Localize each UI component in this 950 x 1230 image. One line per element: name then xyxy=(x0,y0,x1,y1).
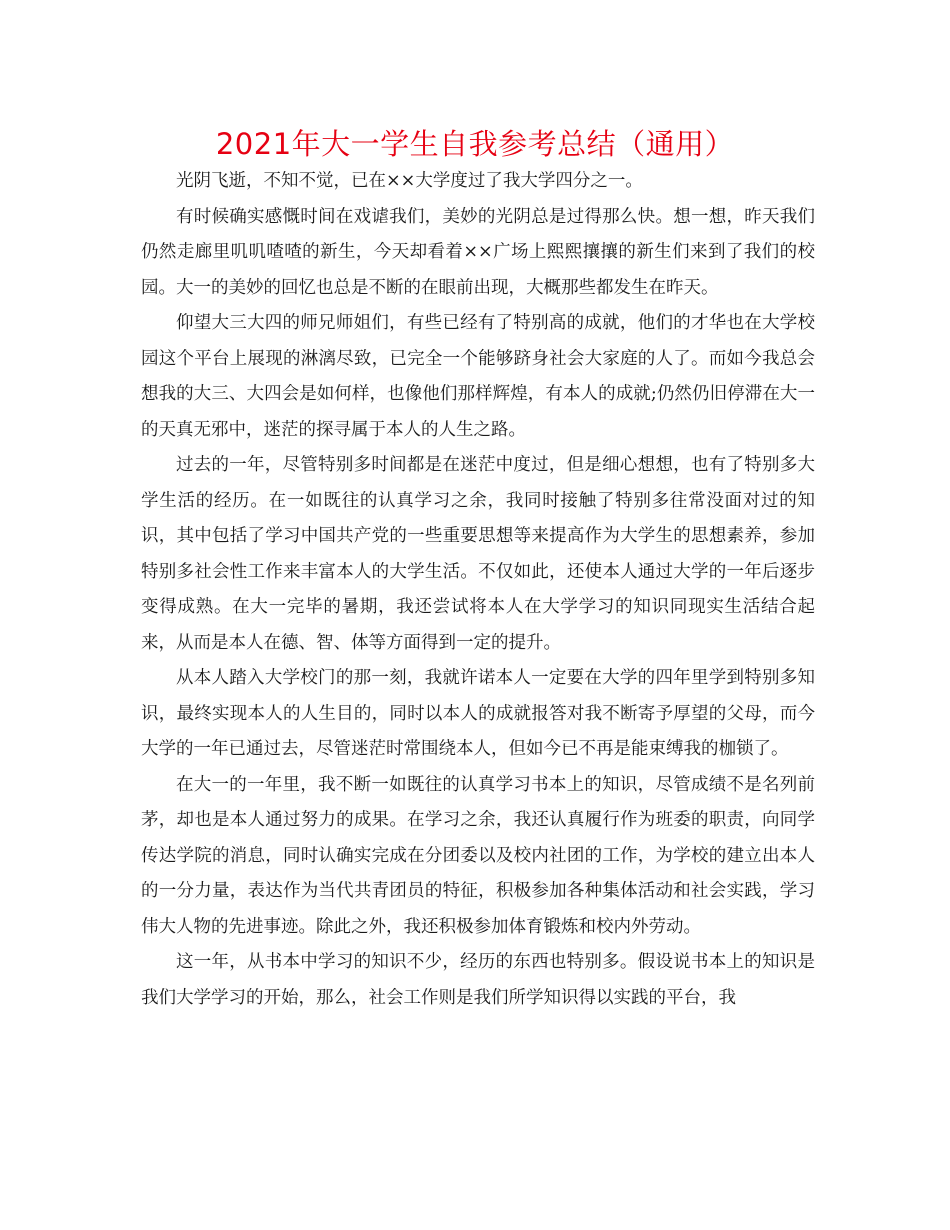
paragraph: 这一年，从书本中学习的知识不少，经历的东西也特别多。假设说书本上的知识是我们大学学习的开始，那么，社会工作则是我们所学知识得以实践的平台，我 xyxy=(141,952,815,1008)
paragraph: 仰望大三大四的师兄师姐们，有些已经有了特别高的成就，他们的才华也在大学校园这个平台上展现的淋漓尽致，已完全一个能够跻身社会大家庭的人了。而如今我总会想我的大三、大四会是如何样，也像他们那样辉煌，有本人的成就;仍然仍旧停滞在大一的天真无邪中，迷茫的探寻属于本人的人生之路。 xyxy=(141,313,815,440)
paragraph: 从本人踏入大学校门的那一刻，我就许诺本人一定要在大学的四年里学到特别多知识，最终实现本人的人生目的，同时以本人的成就报答对我不断寄予厚望的父母，而今大学的一年已通过去，尽管迷茫时常围绕本人，但如今已不再是能束缚我的枷锁了。 xyxy=(141,668,815,759)
paragraph: 光阴飞逝，不知不觉，已在××大学度过了我大学四分之一。 xyxy=(176,171,643,191)
paragraph: 在大一的一年里，我不断一如既往的认真学习书本上的知识，尽管成绩不是名列前茅，却也是本人通过努力的成果。在学习之余，我还认真履行作为班委的职责，向同学传达学院的消息，同时认确实完成在分团委以及校内社团的工作，为学校的建立出本人的一分力量，表达作为当代共青团员的特征，积极参加各种集体活动和社会实践，学习伟大人物的先进事迹。除此之外，我还积极参加体育锻炼和校内外劳动。 xyxy=(141,774,815,937)
document-title: 2021年大一学生自我参考总结（通用） xyxy=(215,127,735,161)
document-body xyxy=(141,164,815,1016)
paragraph: 过去的一年，尽管特别多时间都是在迷茫中度过，但是细心想想，也有了特别多大学生活的经历。在一如既往的认真学习之余，我同时接触了特别多往常没面对过的知识，其中包括了学习中国共产党的一些重要思想等来提高作为大学生的思想素养，参加特别多社会性工作来丰富本人的大学生活。不仅如此，还使本人通过大学的一年后逐步变得成熟。在大一完毕的暑期，我还尝试将本人在大学学习的知识同现实生活结合起来，从而是本人在德、智、体等方面得到一定的提升。 xyxy=(141,455,815,653)
paragraph: 有时候确实感慨时间在戏谑我们，美妙的光阴总是过得那么快。想一想，昨天我们仍然走廊里叽叽喳喳的新生，今天却看着××广场上熙熙攘攘的新生们来到了我们的校园。大一的美妙的回忆也总是不断的在眼前出现，大概那些都发生在昨天。 xyxy=(141,206,815,298)
